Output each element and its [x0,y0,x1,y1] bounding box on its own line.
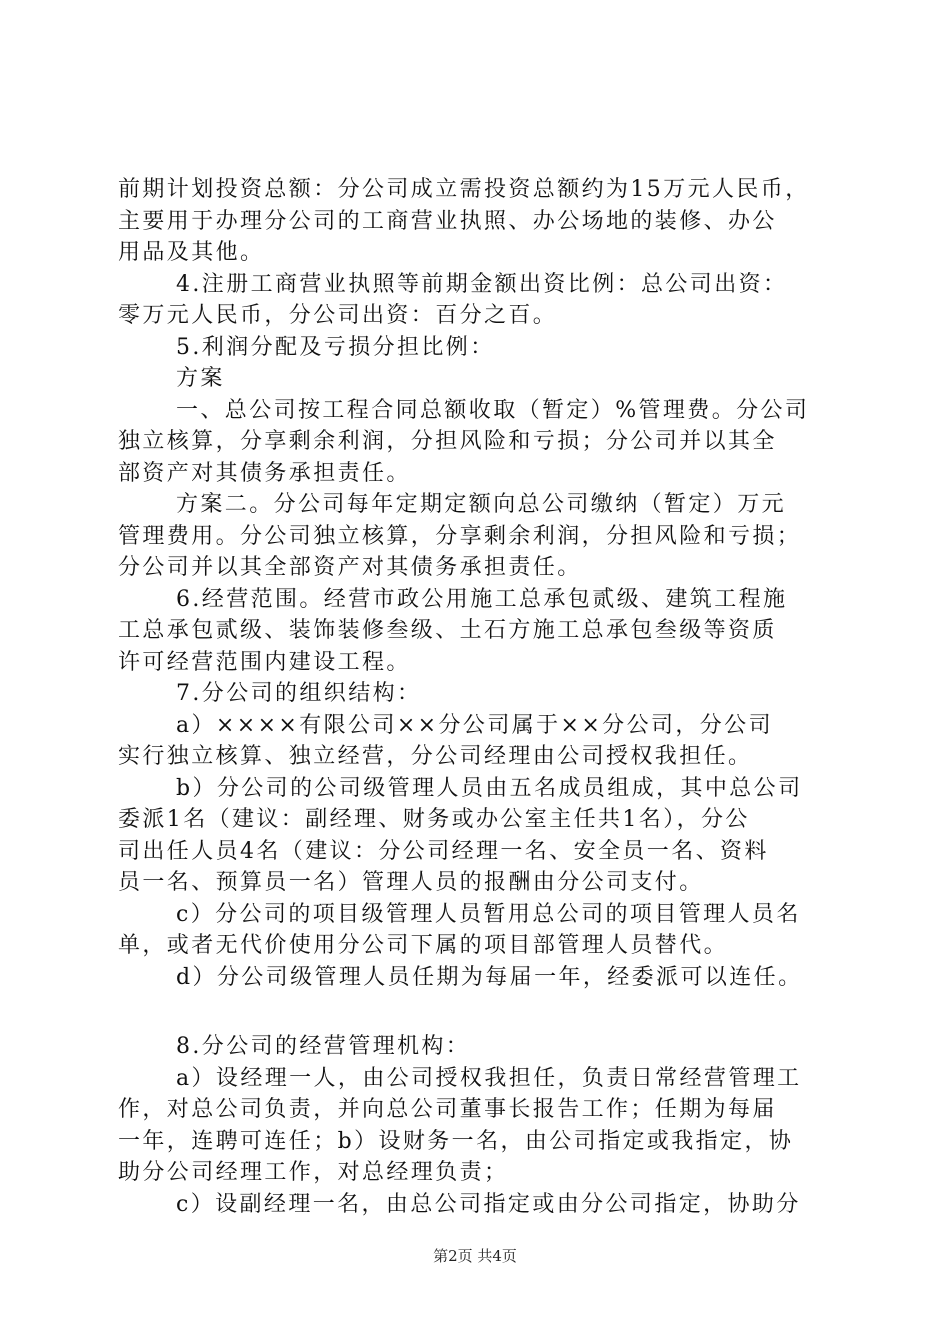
text-line: d）分公司级管理人员任期为每届一年，经委派可以连任。 [176,964,803,990]
text-line: a）设经理一人，由公司授权我担任，负责日常经营管理工 [176,1065,802,1091]
text-line: 员一名、预算员一名）管理人员的报酬由分公司支付。 [118,870,704,895]
text-line: 许可经营范围内建设工程。 [118,649,411,675]
text-line: 委派1名（建议：副经理、财务或办公室主任共1名），分公 [118,807,750,832]
text-line: 7.分公司的组织结构： [176,681,422,706]
text-line: 单，或者无代价使用分公司下属的项目部管理人员替代。 [118,933,729,958]
text-line: 实行独立核算、独立经营，分公司经理由公司授权我担任。 [118,744,753,769]
text-line: 主要用于办理分公司的工商营业执照、办公场地的装修、办公 [118,208,777,234]
text-line: 方案二。分公司每年定期定额向总公司缴纳（暂定）万元 [176,492,787,517]
text-line: 前期计划投资总额：分公司成立需投资总额约为15万元人民币， [118,177,810,202]
text-line: 管理费用。分公司独立核算，分享剩余利润，分担风险和亏损； [118,523,802,549]
text-line: 分公司并以其全部资产对其债务承担责任。 [118,555,582,580]
text-line: 助分公司经理工作，对总经理负责； [118,1160,509,1185]
text-line: 4.注册工商营业执照等前期金额出资比例：总公司出资： [176,271,788,297]
text-line: 用品及其他。 [118,240,265,265]
text-line: 一年，连聘可连任；b）设财务一名，由公司指定或我指定，协 [118,1128,794,1154]
text-line: 6.经营范围。经营市政公用施工总承包贰级、建筑工程施 [176,586,788,612]
text-line: 方案 [176,366,225,391]
text-line: 一、总公司按工程合同总额收取（暂定）%管理费。分公司 [176,397,810,423]
page-footer: 第2页 共4页 [433,1247,517,1265]
text-line: 部资产对其债务承担责任。 [118,460,411,486]
text-line: 工总承包贰级、装饰装修叁级、土石方施工总承包叁级等资质 [118,618,777,643]
document-body [118,174,838,1220]
text-line: 8.分公司的经营管理机构： [176,1034,471,1059]
blank-line [118,993,838,1031]
text-line: c）分公司的项目级管理人员暂用总公司的项目管理人员名 [176,901,801,927]
text-line: 零万元人民币，分公司出资：百分之百。 [118,303,558,328]
text-line: 独立核算，分享剩余利润，分担风险和亏损；分公司并以其全 [118,429,777,454]
text-line: c）设副经理一名，由总公司指定或由分公司指定，协助分 [176,1191,801,1217]
text-line: b）分公司的公司级管理人员由五名成员组成，其中总公司 [176,775,803,801]
text-line: 作，对总公司负责，并向总公司董事长报告工作；任期为每届 [118,1097,777,1122]
text-line: 司出任人员4名（建议：分公司经理一名、安全员一名、资料 [118,838,769,864]
text-line: a）××××有限公司××分公司属于××分公司，分公司 [176,712,773,738]
text-line: 5.利润分配及亏损分担比例： [176,334,495,360]
